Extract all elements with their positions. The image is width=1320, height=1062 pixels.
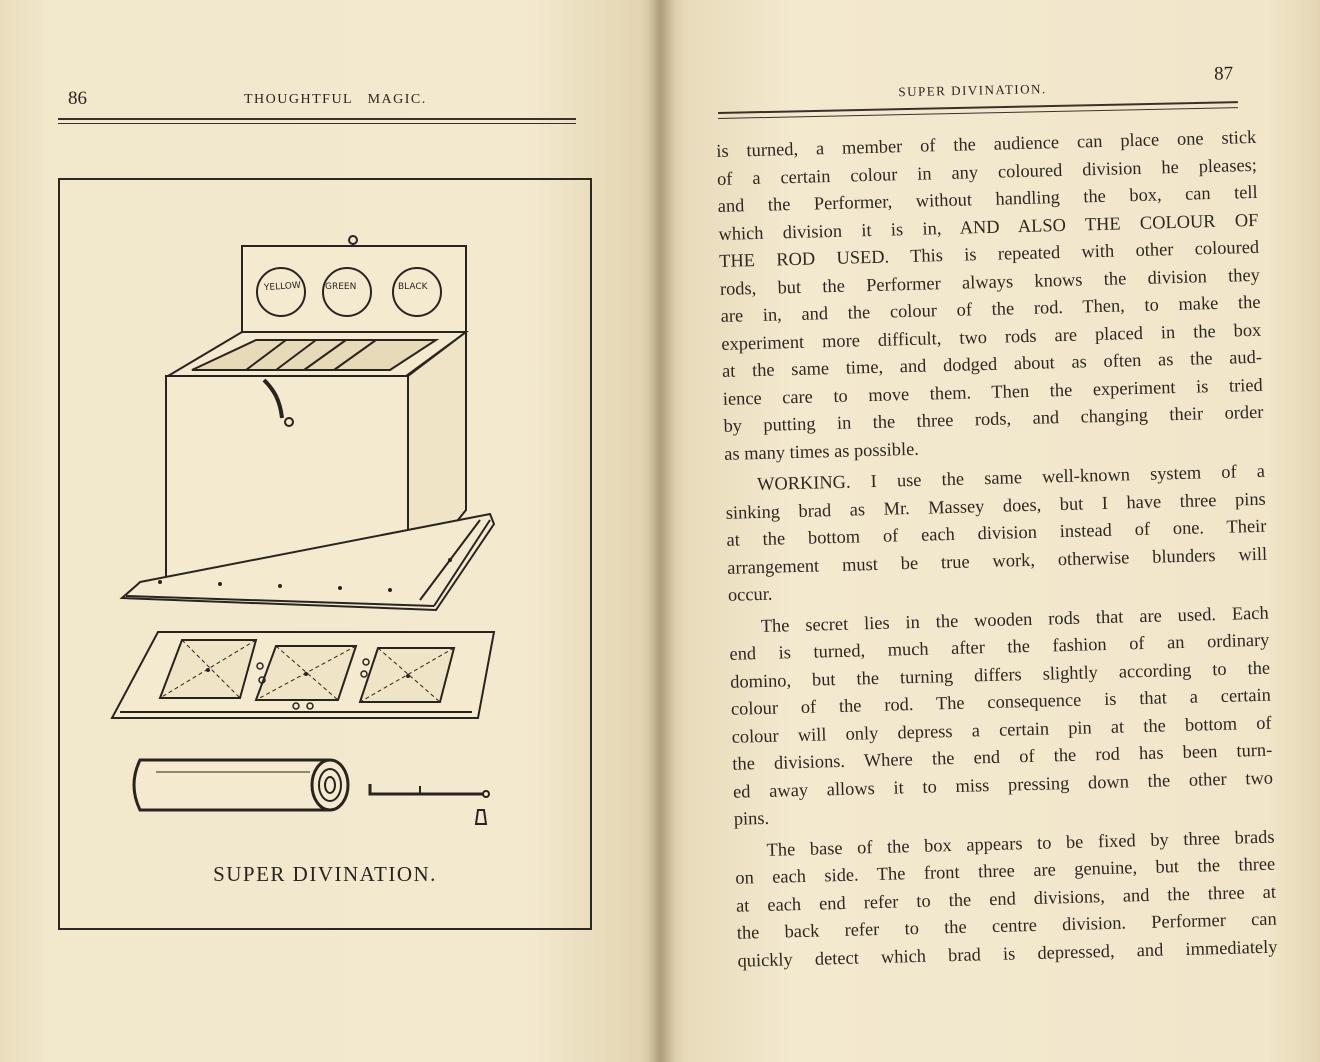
left-running-head: THOUGHTFUL MAGIC.	[244, 92, 427, 107]
text-line: and the Performer, without handling the box, can tell	[717, 181, 1258, 216]
text-line: experiment more difficult, two rods are placed in the box	[721, 319, 1262, 354]
text-line: which division it is in, AND ALSO THE COLOUR OF	[718, 209, 1259, 244]
text-line: quickly detect which brad is depressed, and immediately	[737, 936, 1278, 971]
text-line: rods, but the Performer always knows the division they	[719, 264, 1261, 299]
text-line: pins.	[733, 807, 770, 829]
right-running-head: SUPER DIVINATION.	[898, 81, 1047, 100]
text-line: The base of the box appears to be fixed by three brads	[766, 826, 1275, 860]
text-line: the divisions. Where the end of the rod has been turn-	[732, 739, 1273, 774]
text-line: THE ROD USED. This is repeated with other coloured	[718, 236, 1260, 271]
text-line: occur.	[727, 583, 773, 605]
text-line: WORKING. I use the same well-known system of a	[756, 460, 1266, 495]
text-line: colour of the rod. The consequence is that a certain	[730, 684, 1272, 719]
text-line: domino, but the turning differs slightly according to the	[729, 657, 1271, 692]
left-page-header	[58, 86, 574, 116]
text-line: the back refer to the centre division. Performer can	[736, 908, 1277, 943]
lid-labels	[58, 178, 588, 858]
book-gutter	[648, 0, 674, 1062]
text-line: ience care to move them. Then the experiment is tried	[722, 374, 1263, 409]
text-line: end is turned, much after the fashion of an ordinary	[729, 629, 1270, 664]
text-line: at the bottom of each division instead of one. Their	[726, 515, 1267, 550]
text-line: colour will only depress a certain pin at the bottom of	[731, 712, 1272, 747]
left-page-number: 86	[68, 88, 87, 109]
lid-label-yellow: YELLOW	[263, 280, 302, 294]
lid-label-green: GREEN	[325, 282, 357, 292]
left-header-rule-thin	[58, 123, 576, 124]
text-line: by putting in the three rods, and changing their order	[723, 401, 1264, 436]
text-line: is turned, a member of the audience can place one stick	[716, 126, 1257, 161]
text-line: of a certain colour in any coloured division he pleases;	[716, 154, 1258, 189]
text-line: are in, and the colour of the rod. Then, to make the	[720, 291, 1261, 326]
left-header-rule	[58, 118, 576, 120]
text-line: as many times as possible.	[723, 438, 920, 464]
figure-caption: SUPER DIVINATION.	[213, 862, 437, 886]
text-line: sinking brad as Mr. Massey does, but I have three pins	[725, 488, 1266, 523]
text-line: at each end refer to the end divisions, and the three at	[735, 881, 1277, 916]
text-line: arrangement must be true work, otherwise blunders will	[726, 543, 1268, 578]
right-page-number: 87	[1213, 63, 1234, 85]
lid-label-black: BLACK	[398, 282, 428, 292]
text-line: The secret lies in the wooden rods that are used. Each	[760, 602, 1269, 636]
body-text	[716, 124, 1278, 975]
text-line: at the same time, and dodged about as often as the aud-	[721, 346, 1263, 381]
text-line: on each side. The front three are genuine, but the three	[735, 853, 1276, 888]
text-line: ed away allows it to miss pressing down the other two	[732, 767, 1274, 802]
